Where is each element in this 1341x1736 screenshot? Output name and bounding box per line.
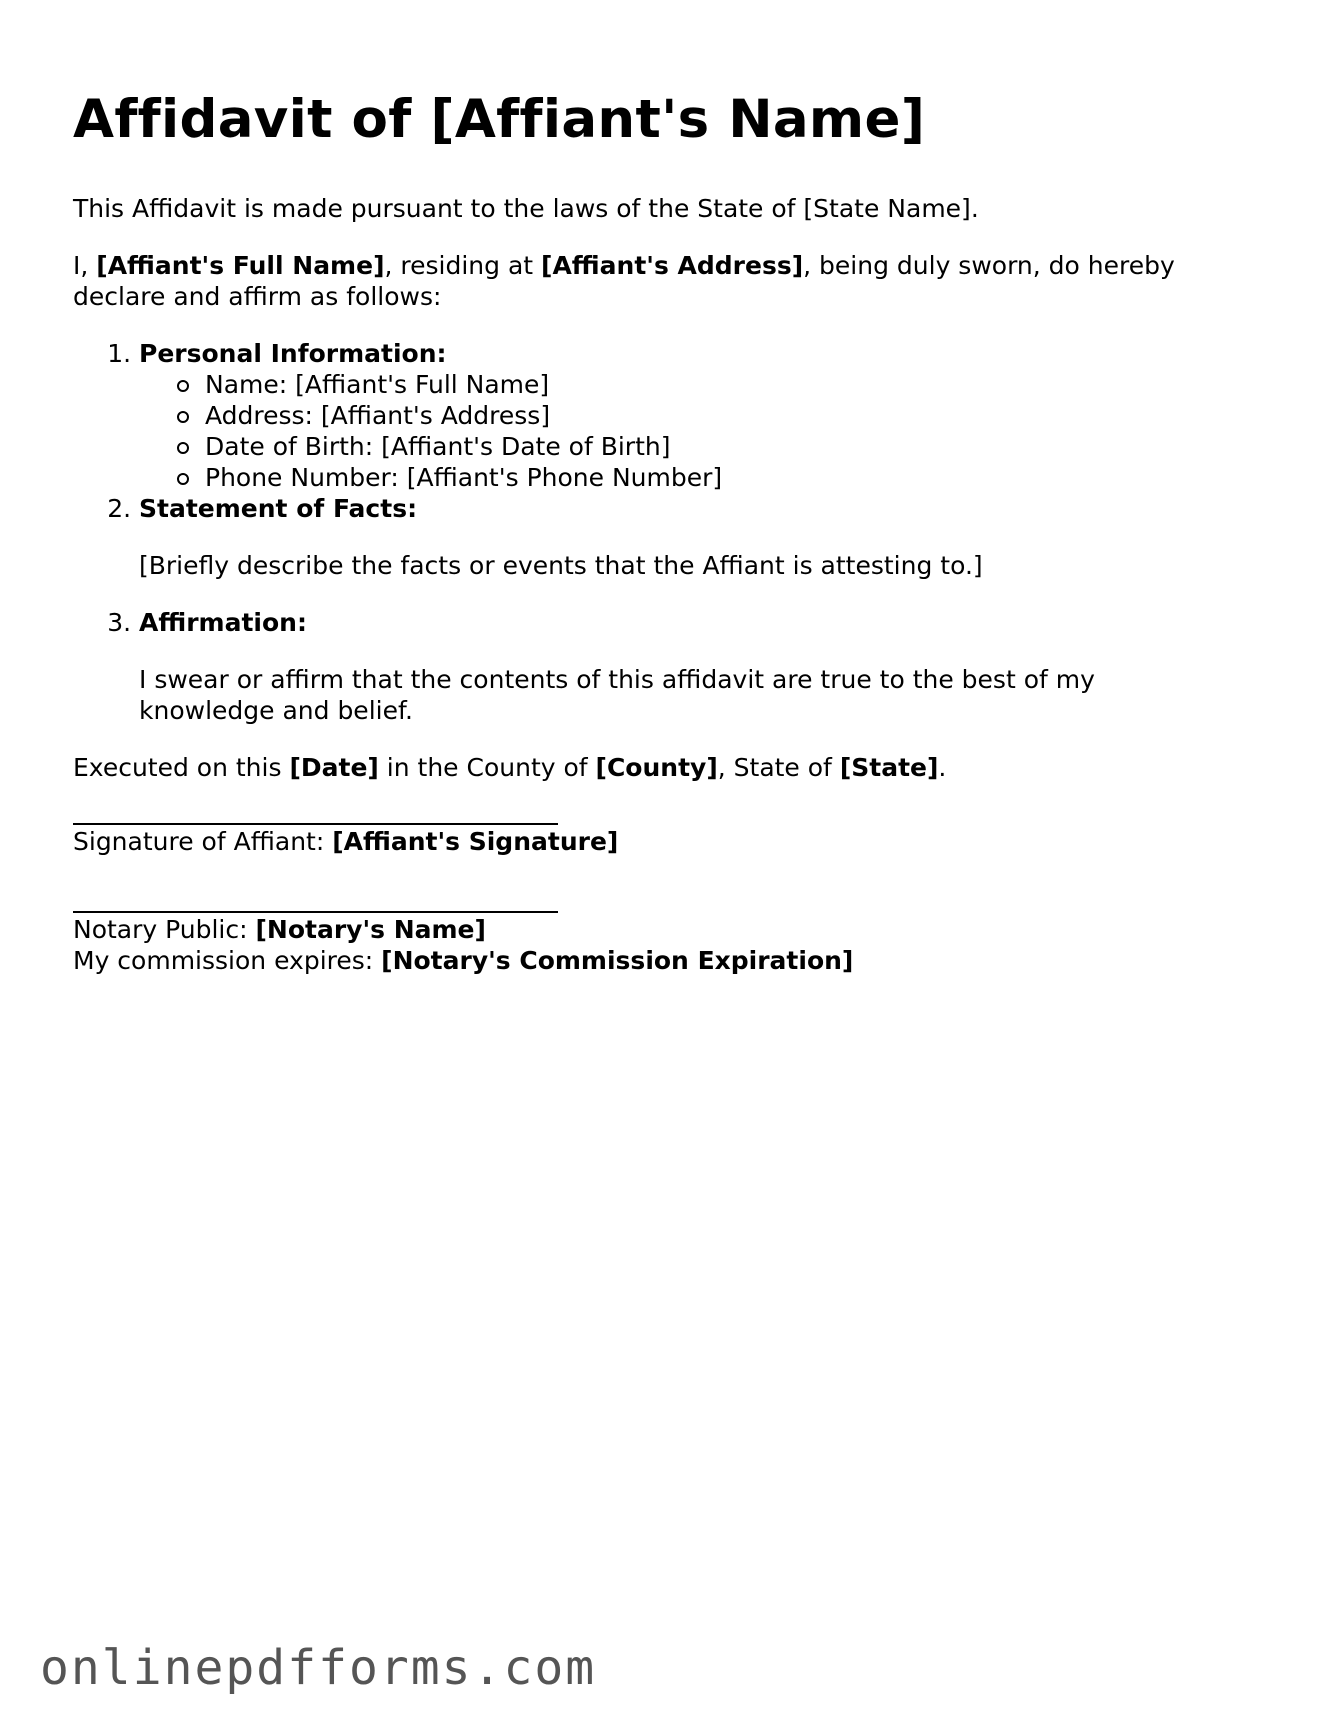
declaration-middle: , residing at [384,250,542,280]
section-heading: Statement of Facts: [139,493,418,523]
executed-county: [County] [595,752,718,782]
document-title: Affidavit of [Affiant's Name] [73,89,926,150]
watermark-text: onlinepdfforms.com [40,1640,597,1696]
executed-line [73,752,1273,783]
section-statement-of-facts [139,493,1273,581]
list-item: Address: [Affiant's Address] [205,400,1273,431]
notary-label: Notary Public: [73,914,256,944]
section-heading: Personal Information: [139,338,447,368]
facts-text: [Briefly describe the facts or events that the Affiant is attesting to.] [139,550,983,580]
declaration-name: [Affiant's Full Name] [96,250,385,280]
notary-signature-line [73,901,558,913]
affidavit-document [73,90,1273,976]
declaration-address: [Affiant's Address] [541,250,804,280]
signature-line [73,813,558,825]
notary-line [73,914,1273,945]
executed-date: [Date] [289,752,379,782]
section-affirmation [139,607,1273,726]
section-heading: Affirmation: [139,607,307,637]
declaration-paragraph [73,250,1248,312]
list-item: Name: [Affiant's Full Name] [205,369,1273,400]
affirmation-text: I swear or affirm that the contents of this affidavit are true to the best of my knowledge and belief. [139,664,1095,725]
personal-info-list [139,369,1273,493]
list-item: Date of Birth: [Affiant's Date of Birth] [205,431,1273,462]
executed-middle2: , State of [717,752,840,782]
section-personal-information [139,338,1273,493]
intro-paragraph: This Affidavit is made pursuant to the laws of the State of [State Name]. [73,193,979,223]
commission-label: My commission expires: [73,945,382,975]
notary-value: [Notary's Name] [255,914,486,944]
commission-line [73,945,1273,976]
signature-label-line [73,826,1273,857]
executed-prefix: Executed on this [73,752,290,782]
signature-label: Signature of Affiant: [73,826,333,856]
executed-suffix: . [938,752,947,782]
executed-state: [State] [839,752,939,782]
declaration-suffix: , being duly sworn, do hereby declare and affirm as follows: [73,250,1175,311]
declaration-prefix: I, [73,250,97,280]
signature-value: [Affiant's Signature] [332,826,619,856]
commission-value: [Notary's Commission Expiration] [381,945,854,975]
executed-middle1: in the County of [378,752,596,782]
sections-list [73,338,1273,726]
list-item: Phone Number: [Affiant's Phone Number] [205,462,1273,493]
